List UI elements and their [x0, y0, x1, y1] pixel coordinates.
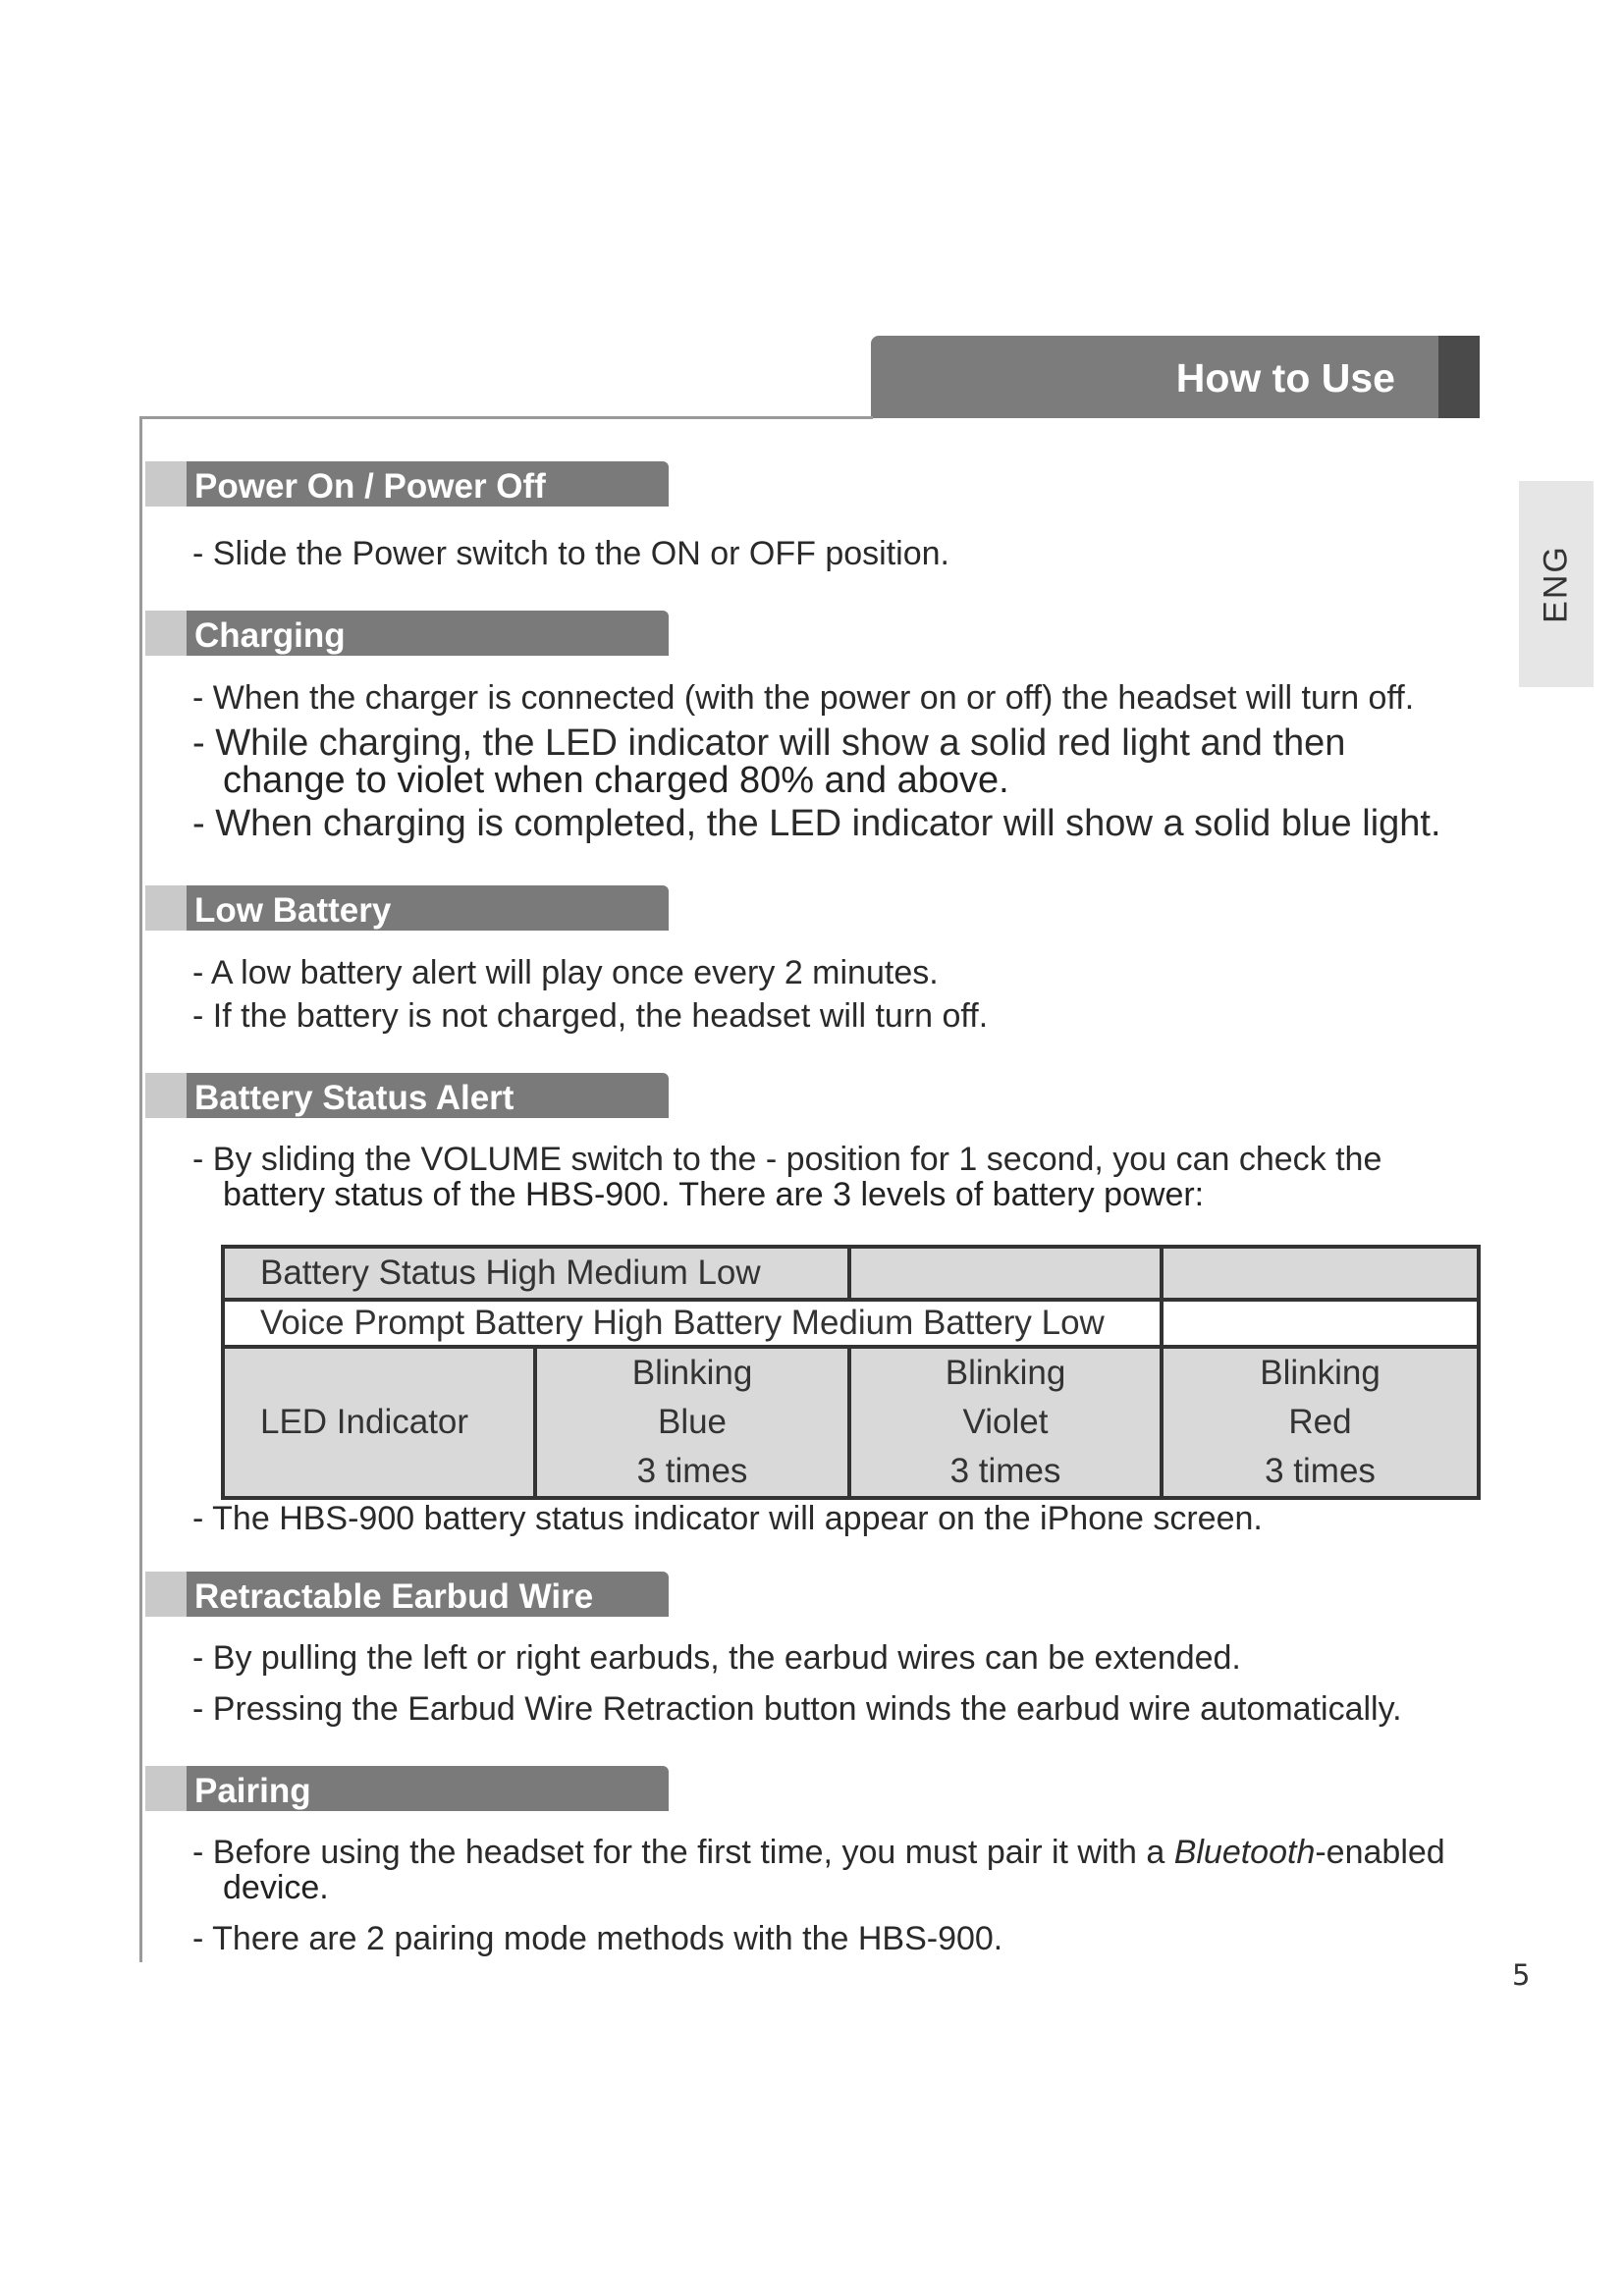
section-low-battery-heading — [145, 885, 669, 931]
table-cell — [223, 1347, 535, 1498]
led-high-line: Blue — [657, 1403, 728, 1441]
low-battery-bullet: - A low battery alert will play once every 2 minutes. — [192, 954, 939, 991]
section-title: Pairing — [194, 1772, 311, 1810]
pairing-text: -enabled — [1315, 1834, 1445, 1871]
voice-prompt-row-text: Voice Prompt Battery High Battery Medium Battery Low — [260, 1304, 1105, 1342]
led-medium-line: 3 times — [949, 1452, 1061, 1490]
language-tab — [1519, 481, 1594, 687]
led-medium-line: Blinking — [945, 1354, 1066, 1392]
section-title: Power On / Power Off — [194, 467, 546, 506]
led-low-line: Red — [1288, 1403, 1352, 1441]
section-pairing-heading — [145, 1766, 669, 1811]
section-title: Battery Status Alert — [194, 1079, 514, 1117]
section-charging-heading — [145, 611, 669, 656]
pairing-text: - Before using the headset for the first time, you must pair it with a — [192, 1834, 1174, 1871]
language-label: ENG — [1537, 545, 1575, 623]
table-cell — [1162, 1247, 1479, 1300]
section-title: Retractable Earbud Wire — [194, 1577, 594, 1616]
page-number: 5 — [1512, 1958, 1531, 1992]
section-battery-status-heading — [145, 1073, 669, 1118]
section-power-heading — [145, 461, 669, 507]
section-header-tab — [871, 336, 1438, 418]
table-row — [223, 1300, 1479, 1347]
low-battery-bullet: - If the battery is not charged, the headset will turn off. — [192, 997, 989, 1035]
battery-status-note: - The HBS-900 battery status indicator will appear on the iPhone screen. — [192, 1500, 1263, 1537]
header-accent-block — [1438, 336, 1480, 418]
battery-status-table — [221, 1245, 1481, 1500]
table-cell — [1162, 1347, 1479, 1498]
charging-bullet-continuation: change to violet when charged 80% and above. — [223, 760, 1009, 801]
charging-bullet: - While charging, the LED indicator will show a solid red light and then — [192, 722, 1346, 764]
pairing-bullet-continuation: device. — [223, 1869, 329, 1906]
led-low-line: 3 times — [1265, 1452, 1376, 1490]
led-low-line: Blinking — [1260, 1354, 1380, 1392]
led-medium-line: Violet — [962, 1403, 1049, 1441]
charging-bullet: - When the charger is connected (with the power on or off) the headset will turn off. — [192, 679, 1415, 717]
table-cell — [849, 1247, 1162, 1300]
pairing-bullet: - There are 2 pairing mode methods with the HBS-900. — [192, 1920, 1003, 1957]
table-cell — [223, 1300, 1162, 1347]
section-title: Charging — [194, 616, 346, 655]
led-high-line: 3 times — [636, 1452, 748, 1490]
led-indicator-label: LED Indicator — [260, 1403, 469, 1441]
table-row — [223, 1247, 1479, 1300]
earbud-bullet: - By pulling the left or right earbuds, the earbud wires can be extended. — [192, 1639, 1241, 1677]
battery-status-row-text: Battery Status High Medium Low — [260, 1254, 761, 1292]
page-title: How to Use — [1175, 355, 1395, 400]
section-earbud-heading — [145, 1572, 669, 1617]
left-divider — [139, 416, 142, 1962]
battery-status-intro: - By sliding the VOLUME switch to the - position for 1 second, you can check the — [192, 1141, 1382, 1178]
power-bullet: - Slide the Power switch to the ON or OFF position. — [192, 535, 949, 572]
charging-bullet: - When charging is completed, the LED indicator will show a solid blue light. — [192, 803, 1441, 844]
table-row — [223, 1347, 1479, 1498]
led-high-line: Blinking — [631, 1354, 753, 1392]
pairing-bullet — [192, 1834, 1445, 1872]
bluetooth-brand-text: Bluetooth — [1173, 1834, 1316, 1871]
table-cell — [223, 1247, 849, 1300]
table-cell — [849, 1347, 1162, 1498]
table-cell — [1162, 1300, 1479, 1347]
earbud-bullet: - Pressing the Earbud Wire Retraction button winds the earbud wire automatically. — [192, 1690, 1402, 1728]
battery-status-intro-continuation: battery status of the HBS-900. There are 3 levels of battery power: — [223, 1176, 1205, 1213]
section-title: Low Battery — [194, 891, 392, 930]
top-divider — [139, 416, 873, 419]
table-cell — [535, 1347, 849, 1498]
